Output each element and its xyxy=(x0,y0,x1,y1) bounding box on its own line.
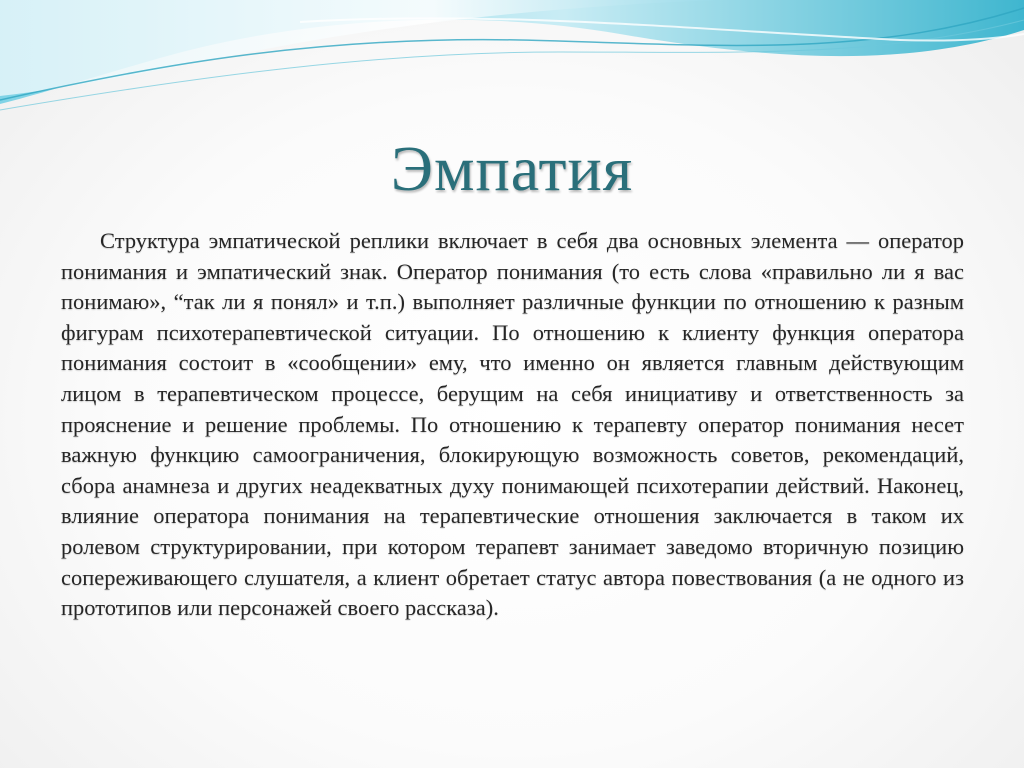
decorative-wave-header xyxy=(0,0,1024,120)
body-paragraph: Структура эмпатической реплики включает в себя два основных элемента — оператор понимания и эмпатический знак. Оператор понимания (то есть слова «правильно ли я вас понимаю», “так ли я понял» и т.п.) выполняет различные функции по отношению к разным фигурам психотерапевтической ситуации. По отношению к клиенту функция оператора понимания состоит в «сообщении» ему, что именно он является главным действующим лицом в терапевтическом процессе, берущим на себя инициативу и ответственность за прояснение и решение проблемы. По отношению к терапевту оператор понимания несет важную функцию самоограничения, блокирующую возможность советов, рекомендаций, сбора анамнеза и других неадекватных духу понимающей психотерапии действий. Наконец, влияние оператора понимания на терапевтические отношения заключается в таком их ролевом структурировании, при котором терапевт занимает заведомо вторичную позицию сопереживающего слушателя, а клиент обретает статус автора повествования (а не одного из прототипов или персонажей своего рассказа). xyxy=(61,228,964,621)
slide-title: Эмпатия xyxy=(390,133,634,204)
